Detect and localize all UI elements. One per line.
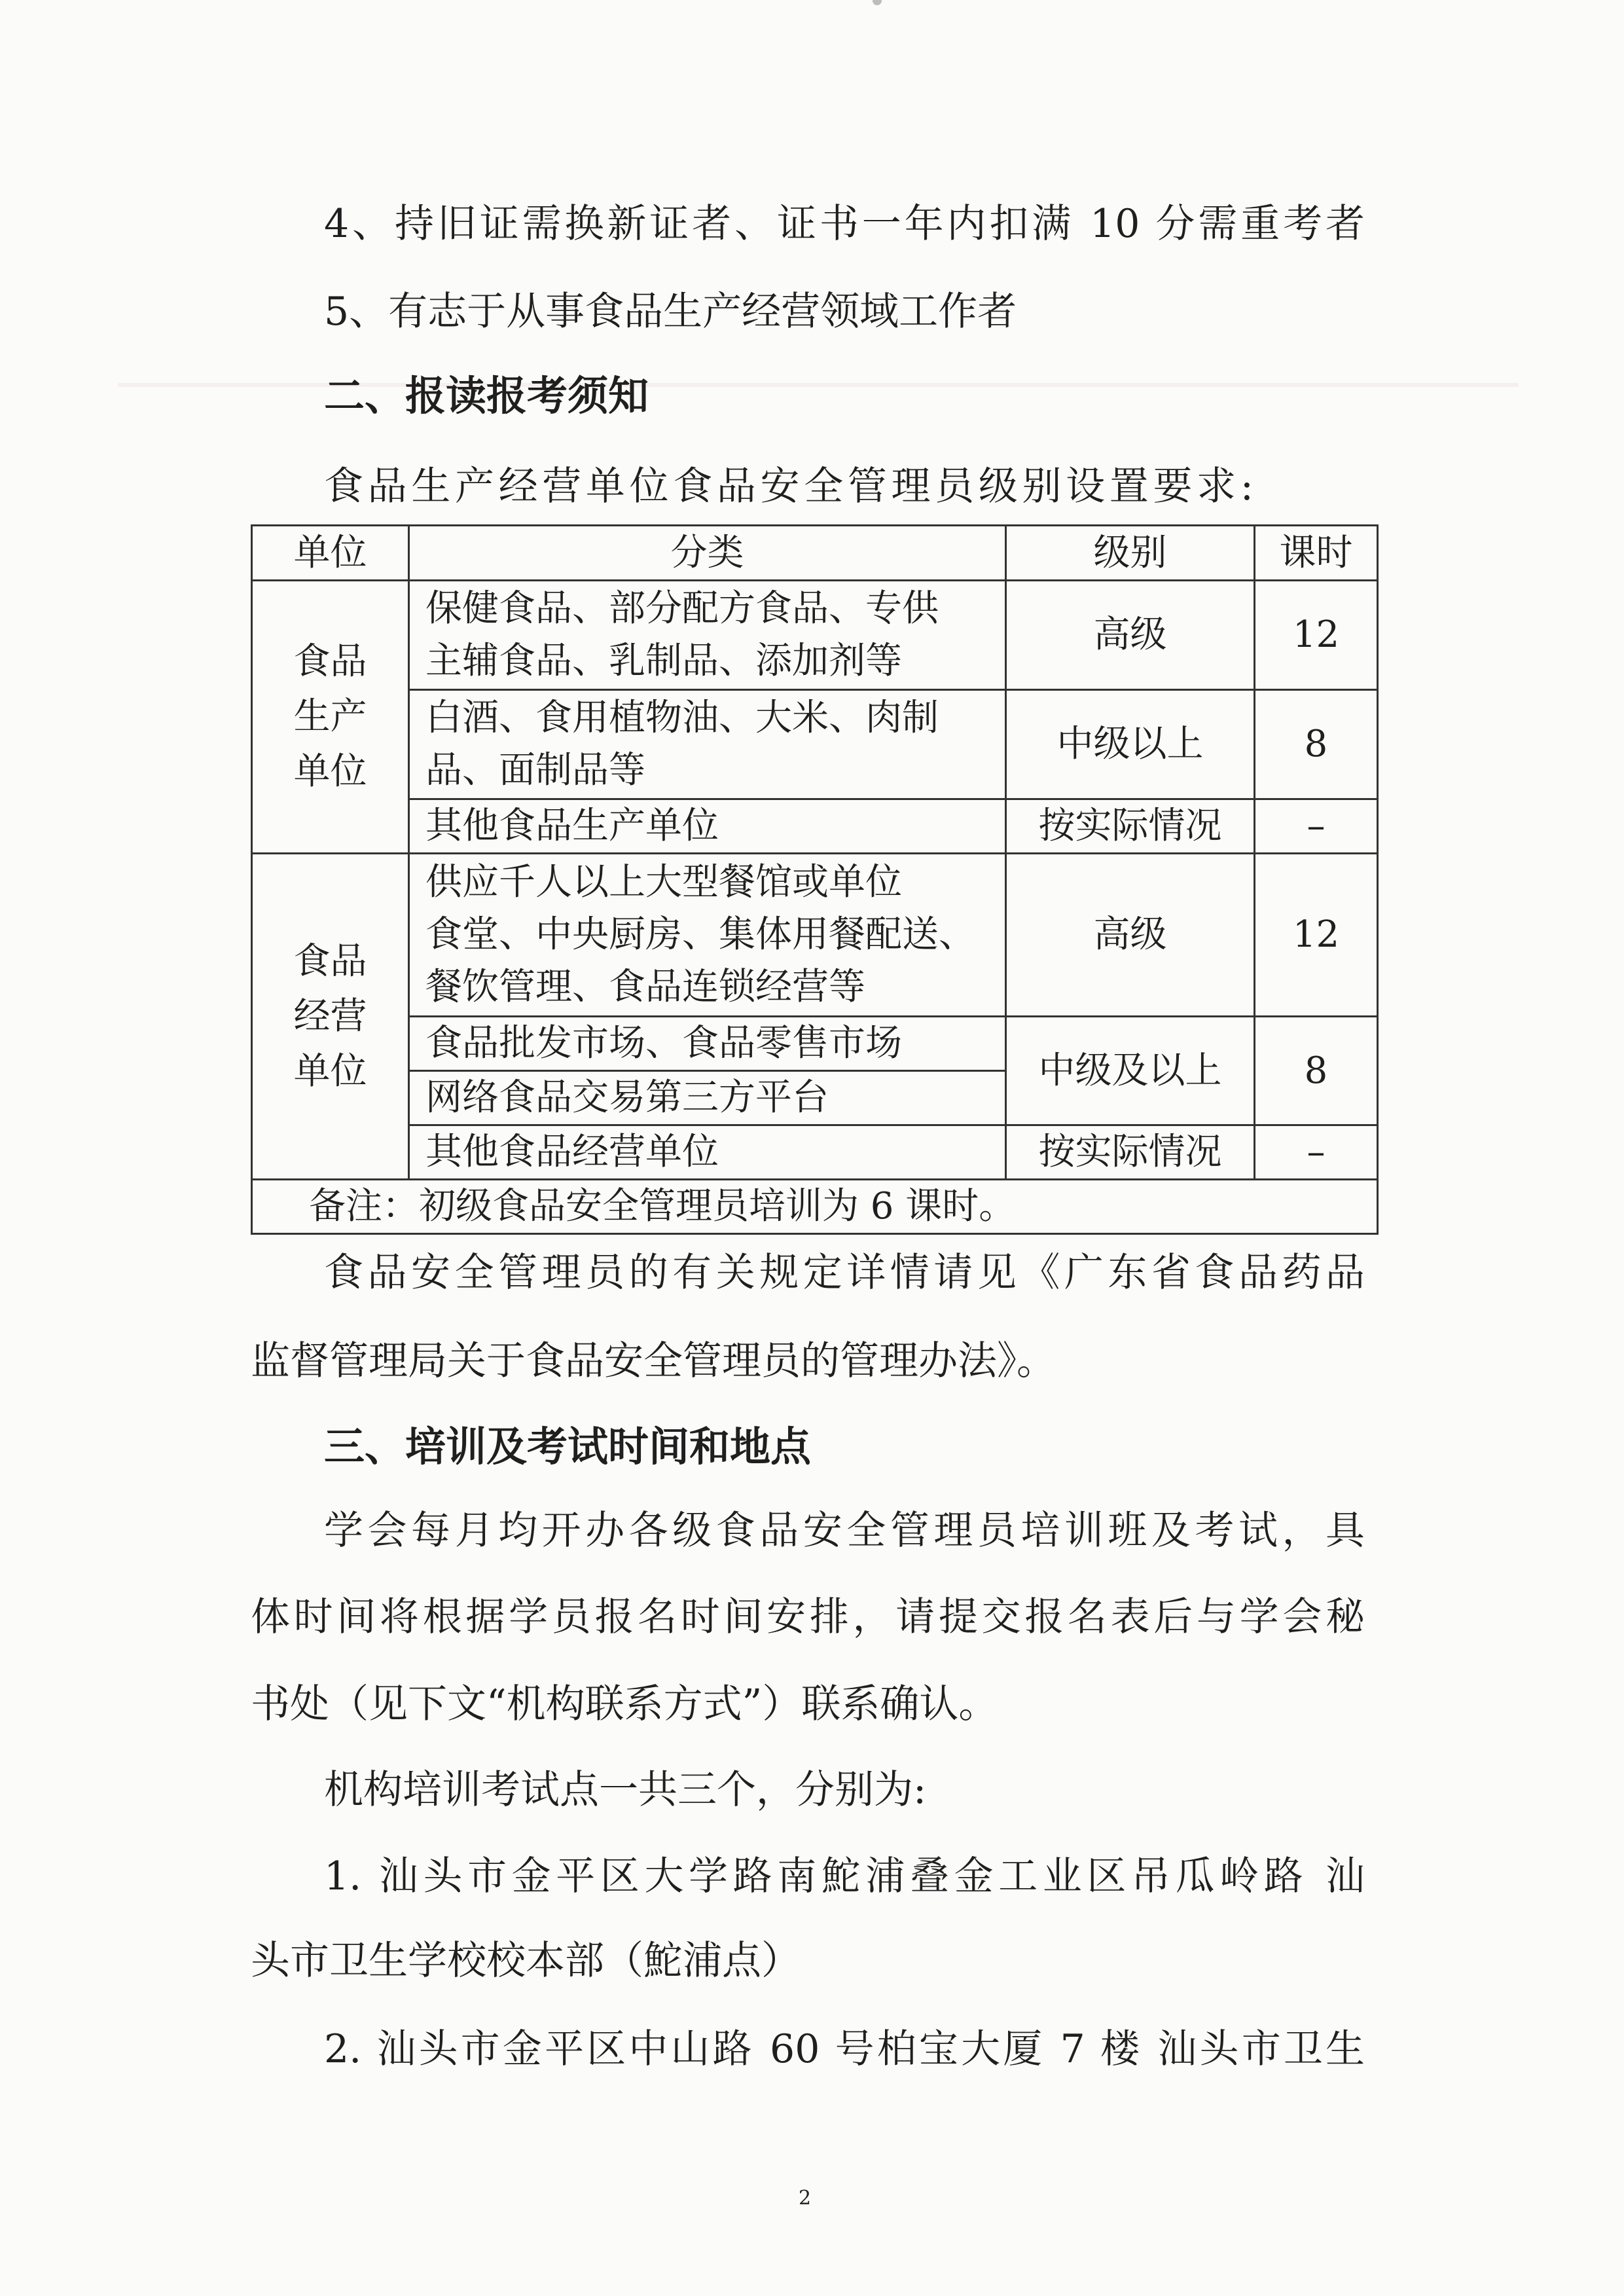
- table-row: [252, 799, 1378, 854]
- header-level: 级别: [1006, 526, 1255, 581]
- header-hours: 课时: [1255, 526, 1378, 581]
- level-cell: 高级: [1006, 581, 1255, 690]
- level-cell: 按实际情况: [1006, 1125, 1255, 1180]
- hours-cell: –: [1255, 799, 1378, 854]
- paragraph-line: 学会每月均开办各级食品安全管理员培训班及考试，具: [324, 1508, 1365, 1554]
- table-intro: 食品生产经营单位食品安全管理员级别设置要求:: [324, 464, 1254, 509]
- table-note: 备注：初级食品安全管理员培训为 6 课时。: [252, 1180, 1378, 1234]
- category-cell: 网络食品交易第三方平台: [409, 1071, 1006, 1125]
- address-2: 2. 汕头市金平区中山路 60 号柏宝大厦 7 楼 汕头市卫生: [324, 2026, 1365, 2072]
- table-row: [252, 581, 1378, 690]
- table-row: [252, 1017, 1378, 1071]
- hours-cell: –: [1255, 1125, 1378, 1180]
- table-note-row: [252, 1180, 1378, 1234]
- category-cell: 供应千人以上大型餐馆或单位 食堂、中央厨房、集体用餐配送、 餐饮管理、食品连锁经营等: [409, 854, 1006, 1017]
- item-4: 4、持旧证需换新证者、证书一年内扣满 10 分需重考者: [324, 201, 1365, 247]
- level-cell: 按实际情况: [1006, 799, 1255, 854]
- level-cell: 高级: [1006, 854, 1255, 1017]
- category-cell: 其他食品经营单位: [409, 1125, 1006, 1180]
- paragraph-line: 体时间将根据学员报名时间安排，请提交报名表后与学会秘: [251, 1594, 1365, 1640]
- item-5: 5、有志于从事食品生产经营领域工作者: [324, 289, 1017, 335]
- hours-cell: 12: [1255, 581, 1378, 690]
- hours-cell: 8: [1255, 1017, 1378, 1125]
- category-cell: 其他食品生产单位: [409, 799, 1006, 854]
- table-row: [252, 854, 1378, 1017]
- level-cell: 中级及以上: [1006, 1017, 1255, 1125]
- address-1-cont: 头市卫生学校校本部（鮀浦点）: [251, 1938, 801, 1984]
- punch-hole-mark: [873, 0, 882, 5]
- address-1: 1. 汕头市金平区大学路南鮀浦叠金工业区吊瓜岭路 汕: [324, 1853, 1365, 1899]
- paragraph-line: 食品安全管理员的有关规定详情请见《广东省食品药品: [324, 1250, 1365, 1296]
- category-cell: 白酒、食用植物油、大米、肉制 品、面制品等: [409, 690, 1006, 799]
- table-row: [252, 690, 1378, 799]
- section-heading-3: 三、培训及考试时间和地点: [324, 1423, 812, 1470]
- paragraph-line: 机构培训考试点一共三个，分别为:: [324, 1767, 927, 1813]
- page-number: 2: [799, 2187, 812, 2210]
- paragraph-line: 书处（见下文“机构联系方式”）联系确认。: [251, 1681, 998, 1727]
- unit-production: 食品 生产 单位: [252, 581, 409, 854]
- unit-operation: 食品 经营 单位: [252, 854, 409, 1180]
- paragraph-line: 监督管理局关于食品安全管理员的管理办法》。: [251, 1338, 1056, 1384]
- category-cell: 食品批发市场、食品零售市场: [409, 1017, 1006, 1071]
- header-unit: 单位: [252, 526, 409, 581]
- level-cell: 中级以上: [1006, 690, 1255, 799]
- table-header-row: [252, 526, 1378, 581]
- table-row: [252, 1125, 1378, 1180]
- category-cell: 保健食品、部分配方食品、专供 主辅食品、乳制品、添加剂等: [409, 581, 1006, 690]
- level-requirements-table: [251, 524, 1379, 1235]
- hours-cell: 8: [1255, 690, 1378, 799]
- section-heading-2: 二、报读报考须知: [324, 372, 649, 420]
- hours-cell: 12: [1255, 854, 1378, 1017]
- header-category: 分类: [409, 526, 1006, 581]
